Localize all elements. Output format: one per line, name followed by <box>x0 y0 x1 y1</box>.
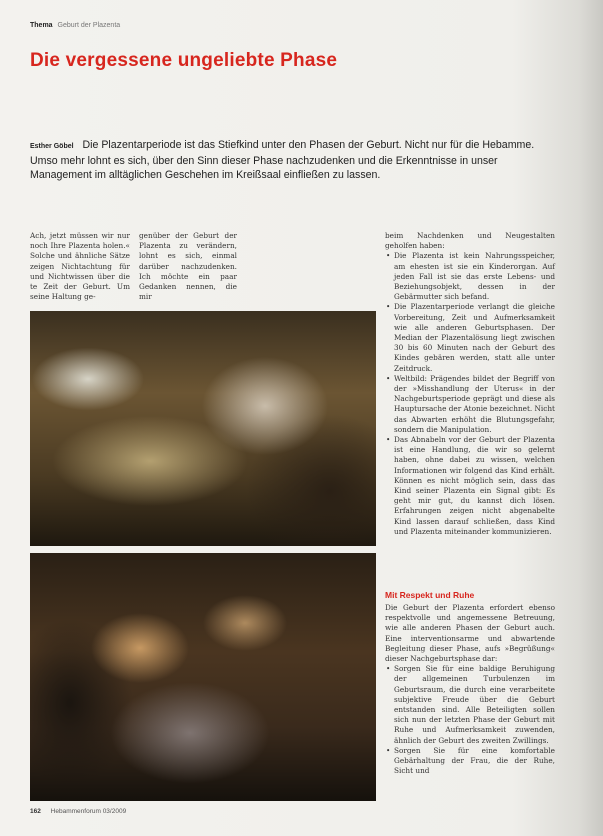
photo-midwife-at-birth <box>30 311 376 546</box>
column-3-list <box>385 251 555 537</box>
section-label: Thema <box>30 22 53 29</box>
list-item: • Die Plazentarperiode verlangt die gleiche Vorbereitung, Zeit und Aufmerksamkeit wie alle anderen Geburtsphasen. Der Median der Plazentalösung liegt zwischen 30 bis 60 Minuten nach der Geburt des Kindes gebären werden, statt alle unter Zeitdruck. <box>394 302 555 373</box>
section-subheading: Mit Respekt und Ruhe <box>385 590 475 600</box>
body-column-2: genüber der Geburt der Plazenta zu verändern, lohnt es sich, einmal darüber nachzudenken. Ich möchte ein paar Gedanken nennen, die mir <box>139 231 237 302</box>
list-item: • Sorgen Sie für eine komfortable Gebärhaltung der Frau, die der Ruhe, Sicht und <box>394 746 555 777</box>
body-column-3 <box>385 231 555 537</box>
list-item: • Weltbild: Prägendes bildet der Begriff von der »Misshandlung der Uterus« in der Nachgeburtsperiode geprägt und diese als Hauptursache der Atonie bezeichnet. Nicht das Abwarten erhöht die Blutungsgefahr, sondern die Manipulation. <box>394 374 555 435</box>
section-kicker <box>30 22 120 29</box>
publication-name: Hebammenforum 03/2009 <box>50 808 127 815</box>
subsection-label: Geburt der Plazenta <box>57 22 121 29</box>
lead-text: Die Plazentarperiode ist das Stiefkind unter den Phasen der Geburt. Nicht nur für die Hebamme. Umso mehr lohnt es sich, über den Sinn dieser Phase nachzudenken und die Erkenntnisse in unser Management im alltäglichen Geschehen im Kreißsaal einfließen zu lassen. <box>30 139 535 182</box>
page-number: 162 <box>30 808 41 815</box>
list-item: • Das Abnabeln vor der Geburt der Plazenta ist eine Handlung, die wir so gelernt haben, ohne dabei zu wissen, welchen Informationen wir folgend das Kind erhält. Können es nicht möglich sein, dass das Kind seiner Plazenta ein Signal gibt: Es geht mir gut, du kannst dich lösen. Erfahrungen zeigen nicht abgenabelte Kind lassen darauf schließen, dass Kind und Plazenta miteinander kommunizieren. <box>394 435 555 537</box>
photo-newborn-with-mother <box>30 553 376 801</box>
list-item: • Sorgen Sie für eine baldige Beruhigung der allgemeinen Turbulenzen im Geburtsraum, die durch eine verarbeitete subjektive Freude über die Geburt entstanden sind. Alle Beteiligten sollen sich nun der letzten Phase der Geburt mit Ruhe und Aufmerksamkeit zuwenden, ähnlich der Geburt des zweiten Zwillings. <box>394 664 555 746</box>
column-3b-list <box>385 664 555 776</box>
column-3-intro: beim Nachdenken und Neugestalten geholfen haben: <box>385 231 555 251</box>
body-column-3-continued <box>385 603 555 776</box>
column-3b-intro: Die Geburt der Plazenta erfordert ebenso respektvolle und angemessene Betreuung, wie alle anderen Phasen der Geburt auch. Eine interventionsarme und abwartende Begleitung dieser Phase, aufs »Begrüßung« dieser Nachgeburtsphase dar: <box>385 603 555 664</box>
author-name: Esther Göbel <box>30 143 74 150</box>
page-footer <box>30 808 126 815</box>
body-column-1: Ach, jetzt müssen wir nur noch Ihre Plazenta holen.« Solche und ähnliche Sätze zeigen Nichtachtung für und Nichtwissen über die te Zeit der Geburt. Um seine Haltung ge- <box>30 231 130 302</box>
article-title: Die vergessene ungeliebte Phase <box>30 50 338 71</box>
list-item: • Die Plazenta ist kein Nahrungsspeicher, am ehesten ist sie ein Kinderorgan. Auf jeden Fall ist sie das erste Lebens- und Beziehungsobjekt, dessen in der Gebärmutter sich befand. <box>394 251 555 302</box>
article-lead <box>30 138 560 183</box>
